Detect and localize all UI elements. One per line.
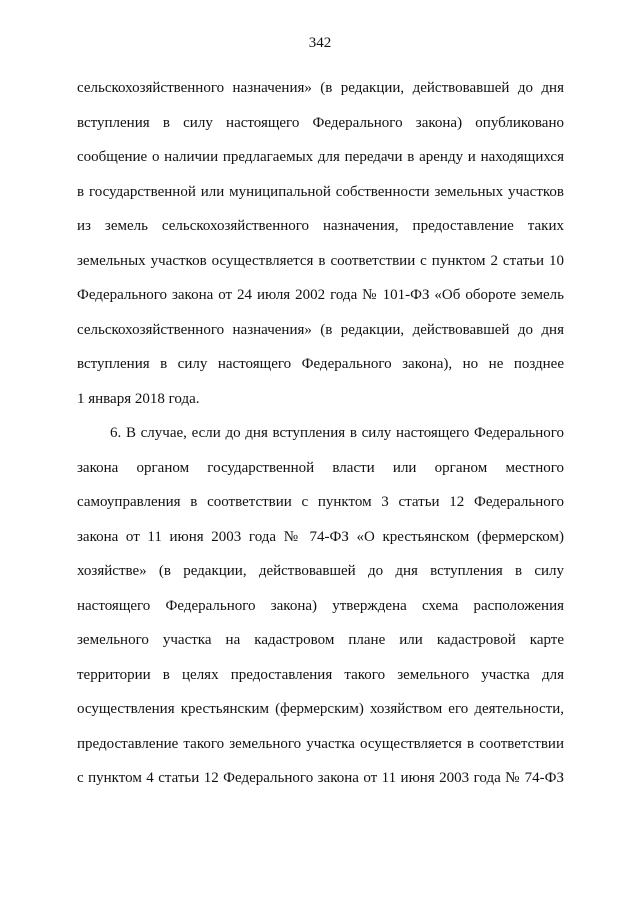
text-line: сельскохозяйственного назначения» (в редакции, действовавшей до дня: [77, 80, 564, 96]
text-line: территории в целях предоставления такого земельного участка для: [77, 666, 564, 683]
text-line: земельных участков осуществляется в соответствии с пунктом 2 статьи 10: [77, 252, 564, 269]
text-line: сельскохозяйственного назначения» (в редакции, действовавшей до дня: [77, 321, 564, 338]
text-line: вступления в силу настоящего Федерального закона) опубликовано: [77, 114, 564, 131]
paragraph-continuation: [77, 71, 564, 416]
page-number: 342: [308, 35, 332, 51]
text-line: закона от 11 июня 2003 года № 74-ФЗ «О крестьянском (фермерском): [77, 528, 564, 545]
text-line: настоящего Федерального закона) утверждена схема расположения: [77, 597, 564, 614]
text-line: 6. В случае, если до дня вступления в силу настоящего Федерального: [110, 425, 564, 441]
text-line: закона органом государственной власти или органом местного: [77, 459, 564, 476]
text-line: из земель сельскохозяйственного назначения, предоставление таких: [77, 218, 564, 234]
text-line: самоуправления в соответствии с пунктом 3 статьи 12 Федерального: [77, 494, 564, 510]
text-line: в государственной или муниципальной собственности земельных участков: [77, 183, 564, 200]
paragraph-item-6: [77, 416, 564, 796]
text-line: хозяйстве» (в редакции, действовавшей до дня вступления в силу: [77, 563, 564, 579]
text-line: предоставление такого земельного участка осуществляется в соответствии: [77, 735, 564, 752]
text-line: 1 января 2018 года.: [77, 390, 200, 407]
text-line: Федерального закона от 24 июля 2002 года № 101-ФЗ «Об обороте земель: [77, 287, 564, 303]
text-line: сообщение о наличии предлагаемых для передачи в аренду и находящихся: [77, 149, 564, 165]
text-line: с пунктом 4 статьи 12 Федерального закона от 11 июня 2003 года № 74-ФЗ: [77, 770, 564, 786]
text-line: вступления в силу настоящего Федерального закона), но не позднее: [77, 356, 564, 372]
text-line: осуществления крестьянским (фермерским) хозяйством его деятельности,: [77, 701, 564, 717]
text-line: земельного участка на кадастровом плане или кадастровой карте: [77, 632, 564, 648]
